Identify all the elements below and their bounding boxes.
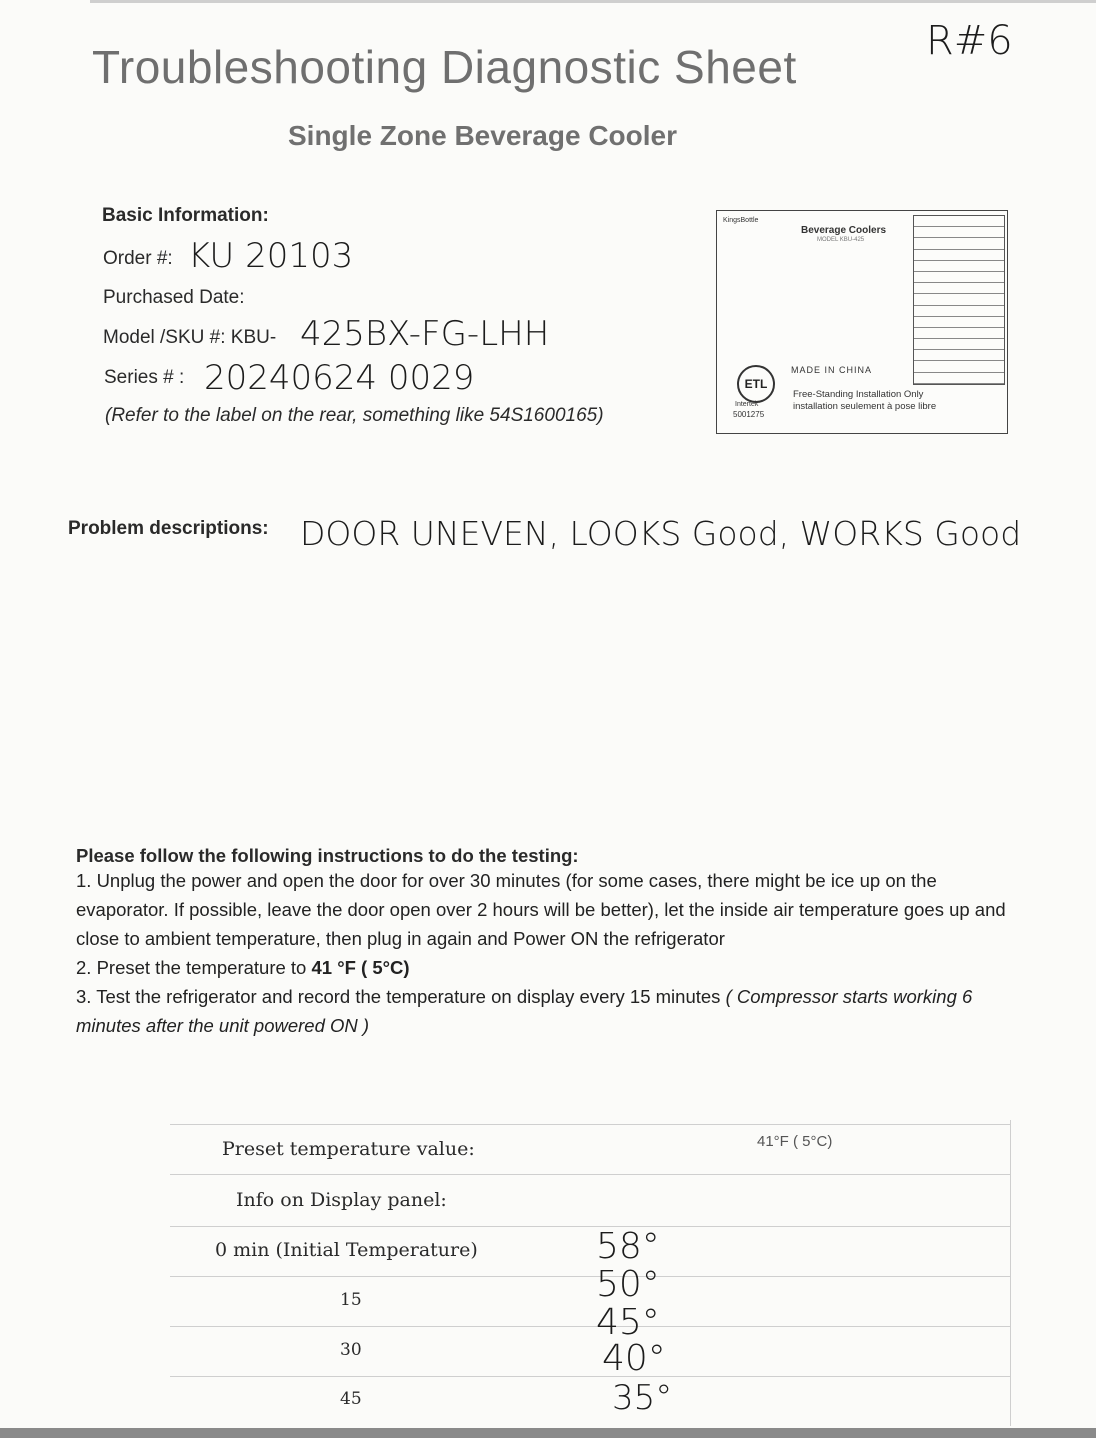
spec-table	[913, 215, 1005, 385]
table-row-time: 15	[340, 1290, 362, 1310]
table-row-reading: 40°	[602, 1338, 666, 1379]
handwritten-corner-tag: R#6	[926, 18, 1013, 64]
preset-value: 41°F ( 5°C)	[757, 1133, 833, 1150]
etl-text-2: 5001275	[733, 410, 765, 419]
table-row-reading: 58°	[596, 1226, 660, 1267]
display-label: Info on Display panel:	[236, 1189, 447, 1211]
install-en: Free-Standing Installation Only	[793, 389, 924, 400]
preset-label: Preset temperature value:	[222, 1138, 475, 1160]
instructions-heading: Please follow the following instructions to do the testing:	[76, 845, 579, 866]
sheet-title: Troubleshooting Diagnostic Sheet	[92, 41, 797, 93]
order-value: KU 20103	[188, 236, 354, 276]
refer-note: (Refer to the label on the rear, something like 54S1600165)	[105, 405, 604, 426]
brand-logo: KingsBottle	[723, 217, 759, 224]
instruction-step-3	[76, 982, 1026, 1040]
table-row-time: 30	[340, 1340, 362, 1360]
problem-label: Problem descriptions:	[68, 518, 269, 539]
series-value: 20240624 0029	[204, 358, 475, 398]
instruction-step-2	[76, 953, 1026, 982]
table-row-reading: 50°	[596, 1264, 660, 1305]
series-label: Series # :	[104, 367, 185, 388]
table-row-reading: 45°	[596, 1302, 660, 1343]
step-2-text: 2. Preset the temperature to	[76, 957, 312, 978]
etl-text-1: Intertek	[735, 401, 759, 408]
step-2-temperature: 41 °F ( 5°C)	[311, 957, 410, 978]
product-rating-label	[716, 210, 1008, 434]
step-3-text: 3. Test the refrigerator and record the temperature on display every 15 minutes	[76, 986, 726, 1007]
instruction-step-1: 1. Unplug the power and open the door for over 30 minutes (for some cases, there might be ice up on the evaporator. If possible, leave the door open over 2 hours will be better), let the inside air temperature goes up and close to ambient temperature, then plug in again and Power ON the refrigerator	[76, 870, 1006, 949]
paper-top-edge	[90, 0, 1096, 3]
paper-bottom-edge	[0, 1428, 1096, 1438]
model-sku-value: 425BX-FG-LHH	[300, 314, 550, 354]
made-in-text: MADE IN CHINA	[791, 365, 873, 375]
table-row-time: 45	[340, 1389, 362, 1409]
sheet-subtitle: Single Zone Beverage Cooler	[288, 120, 677, 151]
install-fr: installation seulement à pose libre	[793, 401, 937, 412]
basic-info-heading: Basic Information:	[102, 205, 269, 226]
table-row-time: 0 min (Initial Temperature)	[215, 1239, 478, 1261]
label-model: MODEL KBU-425	[817, 237, 865, 243]
label-title: Beverage Coolers	[801, 225, 887, 236]
problem-value: DOOR UNEVEN, LOOKS Good, WORKS Good	[300, 514, 1022, 553]
step-3-note: ( Compressor starts working 6 minutes after the unit powered ON )	[76, 986, 973, 1036]
order-label: Order #:	[103, 248, 173, 269]
purchased-date-label: Purchased Date:	[103, 287, 245, 308]
extra-reading: 35°	[612, 1378, 673, 1418]
model-sku-label: Model /SKU #: KBU-	[103, 327, 277, 348]
etl-mark-icon: ETL	[737, 365, 775, 403]
